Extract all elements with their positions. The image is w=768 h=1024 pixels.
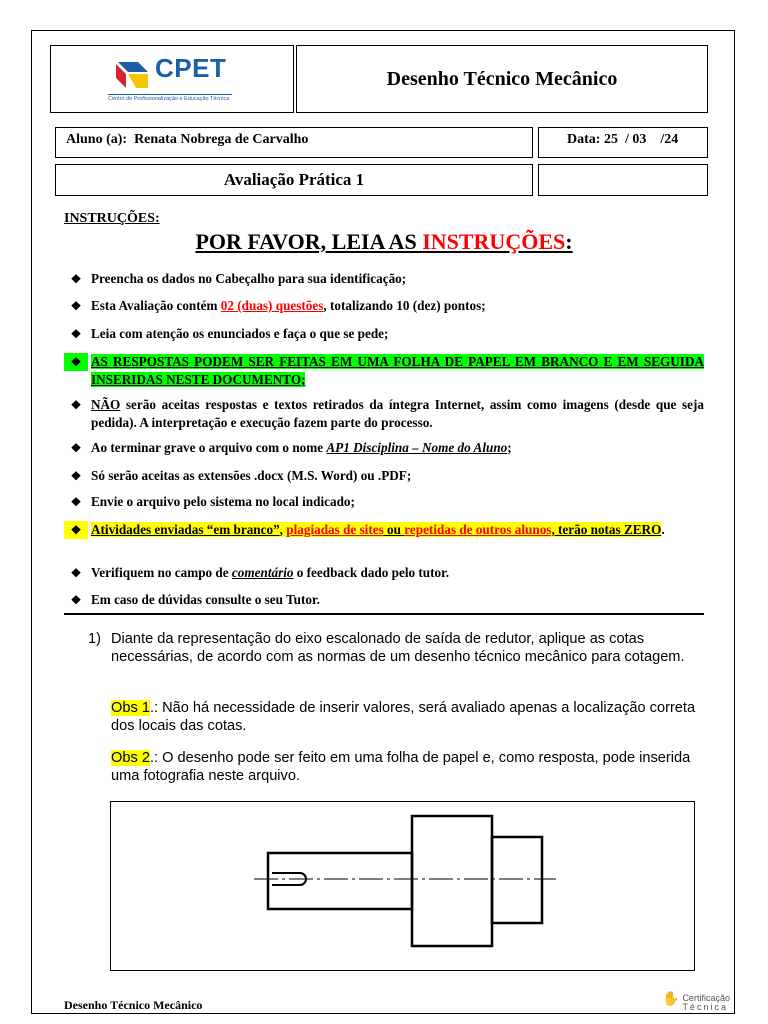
divider — [64, 613, 704, 615]
student-name: Renata Nobrega de Carvalho — [134, 132, 309, 147]
certification-logo: ✋ Certificação Técnica — [662, 990, 730, 1012]
diamond-bullet-icon: ❖ — [70, 441, 82, 455]
diamond-bullet-icon: ❖ — [64, 353, 88, 371]
stepped-shaft-drawing — [250, 810, 560, 960]
diamond-bullet-icon: ❖ — [70, 566, 82, 580]
diamond-bullet-icon: ❖ — [70, 299, 82, 313]
student-label: Aluno (a): — [66, 132, 128, 147]
date-value: 25 / 03 /24 — [603, 132, 679, 147]
course-title: Desenho Técnico Mecânico — [296, 45, 708, 113]
grade-field[interactable] — [538, 164, 708, 196]
obs-1: Obs 1.: Não há necessidade de inserir valores, será avaliado apenas a localização correta dos locais das cotas. — [111, 700, 696, 734]
question-1 — [88, 630, 698, 666]
footer-text: Desenho Técnico Mecânico — [64, 998, 203, 1012]
diamond-bullet-icon: ❖ — [70, 593, 82, 607]
diamond-bullet-icon: ❖ — [70, 469, 82, 483]
diamond-bullet-icon: ❖ — [70, 398, 82, 412]
student-field[interactable] — [55, 127, 533, 158]
question-text: Diante da representação do eixo escalonado de saída de redutor, aplique as cotas necessárias, de acordo com as normas de um desenho técnico mecânico para cotagem. — [111, 631, 685, 665]
instructions-title: POR FAVOR, LEIA AS INSTRUÇÕES: — [195, 229, 573, 254]
date-label: Data: — [567, 132, 601, 147]
hands-icon: ✋ — [662, 990, 680, 1006]
evaluation-title: Avaliação Prática 1 — [55, 164, 533, 196]
question-number: 1) — [88, 631, 101, 647]
logo-subtitle: Centro de Profissionalização e Educação Técnica — [108, 94, 232, 102]
diamond-bullet-icon: ❖ — [70, 272, 82, 286]
obs-2: Obs 2.: O desenho pode ser feito em uma folha de papel e, como resposta, pode inserida uma fotografia neste arquivo. — [111, 750, 691, 784]
diamond-bullet-icon: ❖ — [70, 495, 82, 509]
date-field[interactable] — [538, 127, 708, 158]
instructions-heading: INSTRUÇÕES: — [64, 211, 160, 226]
diamond-bullet-icon: ❖ — [64, 521, 88, 539]
diamond-bullet-icon: ❖ — [70, 327, 82, 341]
logo-text: CPET — [155, 53, 227, 83]
